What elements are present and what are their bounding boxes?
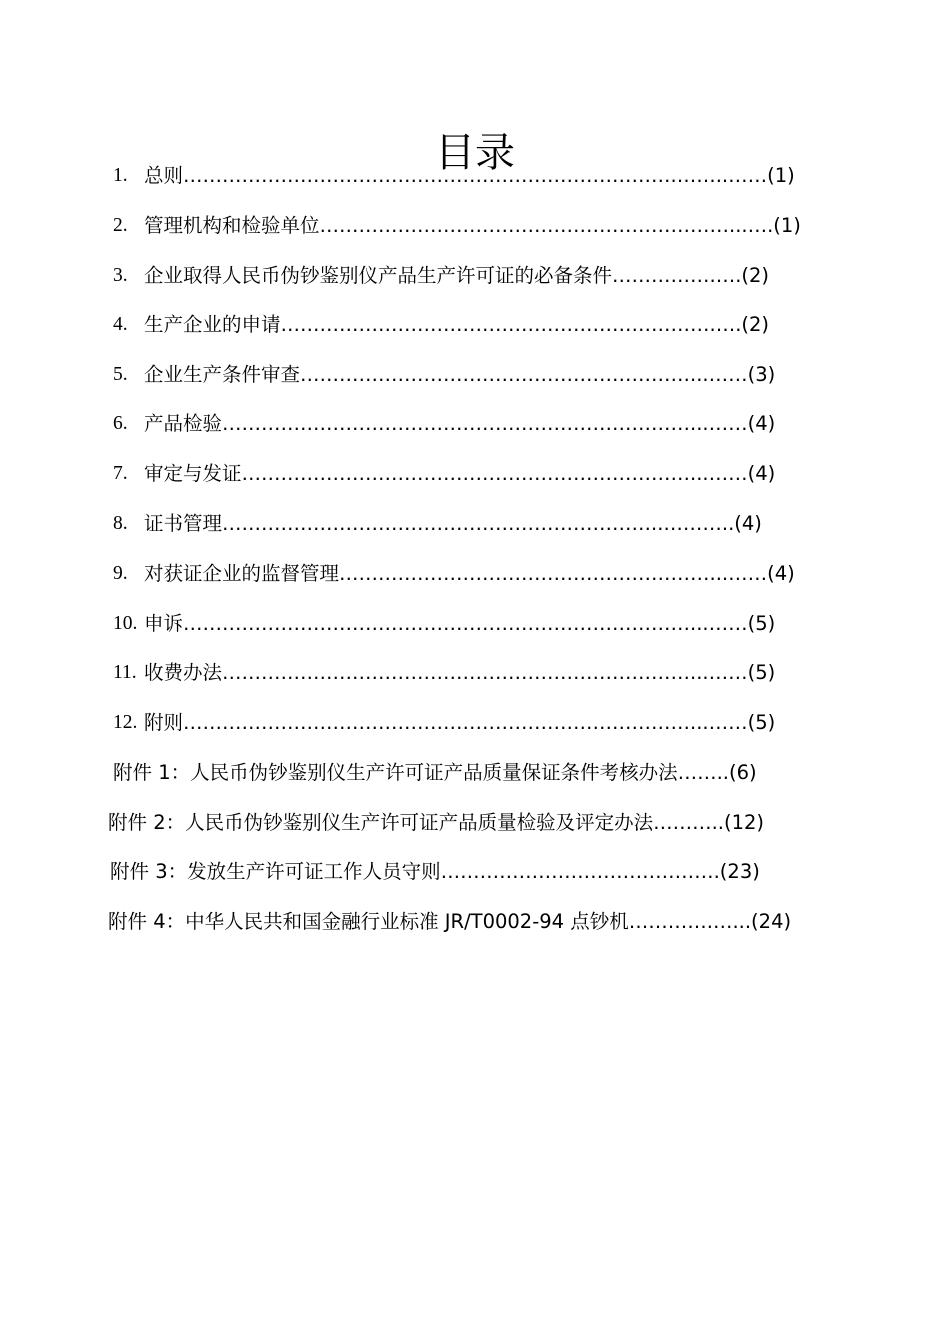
page-title: 目录 (435, 129, 515, 176)
toc-entry[interactable] (113, 460, 837, 488)
toc-entry-number: 11. (113, 662, 137, 683)
toc-entry-number: 10. (113, 613, 138, 634)
toc-entry-text: 产品检验………………………………………………………………...……(4) (144, 412, 776, 435)
toc-entry-text: 申诉……………………………………………………………………...……(5) (144, 612, 776, 635)
toc-entry-text: 总则………………………………………………………………….……..……(1) (144, 164, 795, 187)
toc-entry-text: 证书管理…………………………………………………………..………..(4) (144, 512, 762, 535)
toc-entry-text: 生产企业的申请………………………………………………………….….(2) (144, 313, 770, 336)
toc-appendix-text: 附件 3：发放生产许可证工作人员守则…………………………………….(23) (110, 860, 760, 883)
toc-entry-text: 审定与发证……………………………………………………………...……(4) (144, 462, 776, 485)
toc-entry[interactable] (113, 162, 837, 190)
toc-entry-number: 1. (113, 165, 128, 186)
toc-entry-text: 收费办法………………………………………………………………...……(5) (144, 661, 776, 684)
toc-entry-number: 4. (113, 314, 128, 335)
toc-appendix-entry[interactable] (108, 809, 842, 837)
toc-entry[interactable] (113, 361, 837, 389)
toc-appendix-entry[interactable] (108, 908, 842, 936)
toc-entry[interactable] (113, 610, 837, 638)
toc-appendix-text: 附件 2：人民币伪钞鉴别仪生产许可证产品质量检验及评定办法………..(12) (108, 811, 765, 834)
toc-entry-number: 5. (113, 364, 128, 385)
toc-entry[interactable] (113, 311, 837, 339)
toc-entry-text: 对获证企业的监督管理…………………………………………………...……(4) (144, 562, 795, 585)
toc-entry-number: 8. (113, 513, 128, 534)
toc-entry[interactable] (113, 262, 837, 290)
toc-entry-text: 企业生产条件审查……………………………………………………...……(3) (144, 363, 776, 386)
toc-appendix-text: 附件 1：人民币伪钞鉴别仪生产许可证产品质量保证条件考核办法……..(6) (113, 761, 757, 784)
toc-entry-text: 管理机构和检验单位………………………………………………………...….(1) (144, 214, 801, 237)
toc-appendix-entry[interactable] (113, 759, 837, 787)
toc-entry-number: 2. (113, 215, 128, 236)
toc-entry[interactable] (113, 510, 837, 538)
toc-appendix-text: 附件 4：中华人民共和国金融行业标准 JR/T0002-94 点钞机………….…...(24) (108, 910, 792, 933)
toc-entry[interactable] (113, 410, 837, 438)
toc-entry-number: 7. (113, 463, 128, 484)
toc-entry[interactable] (113, 560, 837, 588)
toc-appendix-entry[interactable] (110, 858, 840, 886)
toc-entry-number: 9. (113, 563, 128, 584)
toc-entry-number: 6. (113, 413, 128, 434)
toc-entry-text: 企业取得人民币伪钞鉴别仪产品生产许可证的必备条件…………….….(2) (144, 264, 770, 287)
toc-entry[interactable] (113, 709, 837, 737)
toc-entry-number: 3. (113, 265, 128, 286)
toc-entry-number: 12. (113, 712, 138, 733)
toc-entry[interactable] (113, 212, 837, 240)
toc-entry-text: 附则……………………………………………………………………...……(5) (144, 711, 776, 734)
toc-entry[interactable] (113, 659, 837, 687)
